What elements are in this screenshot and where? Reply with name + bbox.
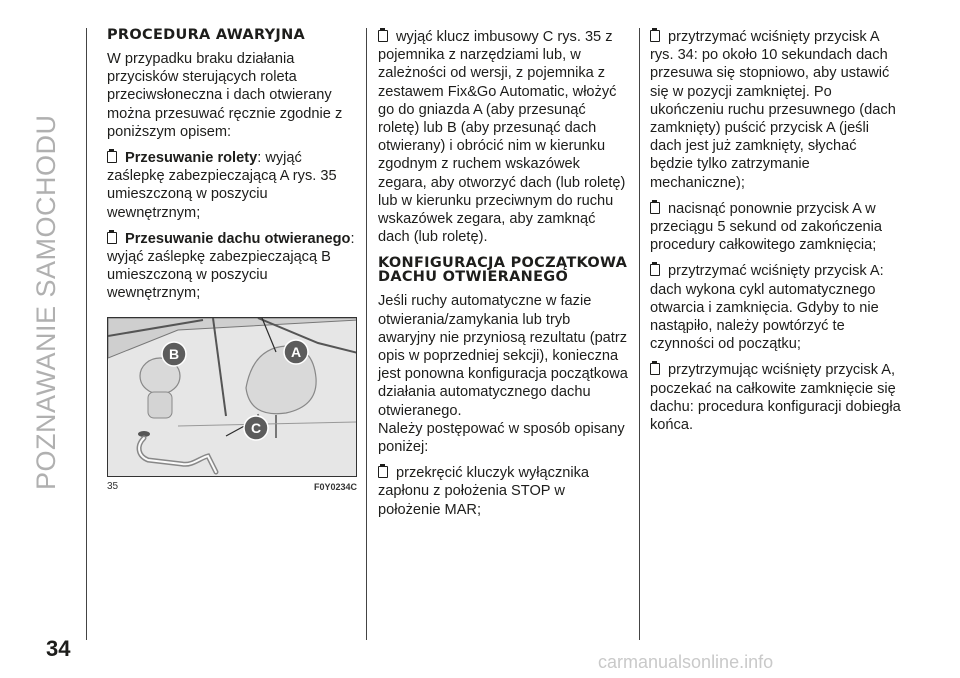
column-divider-2 [639,28,640,640]
callout-a [284,340,308,364]
bullet-icon [650,202,660,214]
side-rule [86,28,87,640]
heading-emergency-procedure: PROCEDURA AWARYJNA [107,27,306,43]
callout-b [162,342,186,366]
bullet-hold-button [650,28,902,192]
callout-layer [108,318,357,477]
bullet-ignition-text: przekręcić kluczyk wyłącznika zapłonu z położenia STOP w położenie MAR; [378,465,590,518]
bullet-ignition [378,464,630,519]
bullet-roof [107,230,359,303]
bullet-icon [107,232,117,244]
bullet-auto-cycle [650,262,902,353]
bullet-hold-button-text: przytrzymać wciśnięty przycisk A rys. 34: po około 10 sekundach dach przesuwa się stopniowo, aby ustawić się w pozycji zamkniętej. Po ukończeniu ruchu przesuwnego (dach zamknięty) puścić przycisk A (jeśli dach jest już zamknięty, słychać będzie tylko zatrzymanie mechaniczne); [650,29,896,191]
bullet-hex-key-text: wyjąć klucz imbusowy C rys. 35 z pojemnika z narzędziami lub, w zależności od wersji, z pojemnika z zestawem Fix&Go Automatic, włożyć go do gniazda A (aby przesunąć roletę) lub B (aby przesunąć dach otwierany) i obrócić nim w kierunku zgodnym z ruchem wskazówek zegara, aby otworzyć dach (lub roletę) lub w kierunku przeciwnym do ruchu wskazówek zegara, aby zamknąć dach (lub roletę). [378,29,626,246]
column-3 [650,28,902,442]
bullet-hex-key [378,28,630,246]
bullet-press-again-text: nacisnąć ponownie przycisk A w przeciągu 5 sekund od zakończenia procedury całkowitego zamknięcia; [650,200,883,254]
figure-35-illustration [107,317,357,477]
bullet-auto-cycle-text: przytrzymać wciśnięty przycisk A: dach wykona cykl automatycznego otwarcia i zamknięcia. Gdyby to nie nastąpiło, należy powtórzyć te czynności od początku; [650,263,884,353]
column-2 [378,28,630,527]
intro-paragraph: W przypadku braku działania przycisków sterujących roleta przeciwsłoneczna i dach otwierany można przesuwać ręcznie zgodnie z poniższym opisem: [107,51,343,140]
config-paragraph: Jeśli ruchy automatyczne w fazie otwierania/zamykania lub tryb awaryjny nie przyniosą rezultatu (patrz opis w poprzedniej sekcji), konieczna jest ponowna konfiguracja początkowa działania automatycznego dachu otwieranego. [378,293,628,419]
figure-number: 35 [107,480,119,492]
svg-text:C: C [250,419,262,436]
bullet-complete [650,361,902,434]
bullet-blind-text: : wyjąć zaślepkę zabezpieczającą A rys. 35 umieszczoną w poszyciu wewnętrznym; [107,150,337,221]
bullet-icon [107,151,117,163]
bullet-roof-text: : wyjąć zaślepkę zabezpieczającą B umieszczoną w poszyciu wewnętrznym; [107,230,355,302]
bullet-icon [378,30,388,42]
bullet-press-again [650,200,902,255]
watermark: carmanualsonline.info [598,652,774,672]
svg-text:B: B [168,345,180,362]
callout-c [244,416,268,440]
bullet-icon [650,30,660,42]
bullet-icon [650,264,660,276]
heading-initial-configuration: KONFIGURACJA POCZĄTKOWA DACHU OTWIERANEGO [378,255,628,286]
column-divider-1 [366,28,367,640]
section-side-title: POZNAWANIE SAMOCHODU [31,114,61,490]
figure-code: F0Y0234C [313,481,357,492]
bullet-icon [650,363,660,375]
page-number: 34 [46,636,71,661]
bullet-blind [107,149,359,222]
bullet-icon [378,466,388,478]
svg-text:A: A [290,343,302,360]
column-1 [107,28,359,493]
figure-caption [107,481,357,493]
bullet-complete-text: przytrzymując wciśnięty przycisk A, poczekać na całkowite zamknięcie się dachu: procedura konfiguracji dobiegła końca. [650,362,901,434]
bullet-blind-title: Przesuwanie rolety [125,150,258,167]
config-instructions: Należy postępować w sposób opisany poniżej: [378,420,625,456]
bullet-roof-title: Przesuwanie dachu otwieranego [125,230,351,247]
